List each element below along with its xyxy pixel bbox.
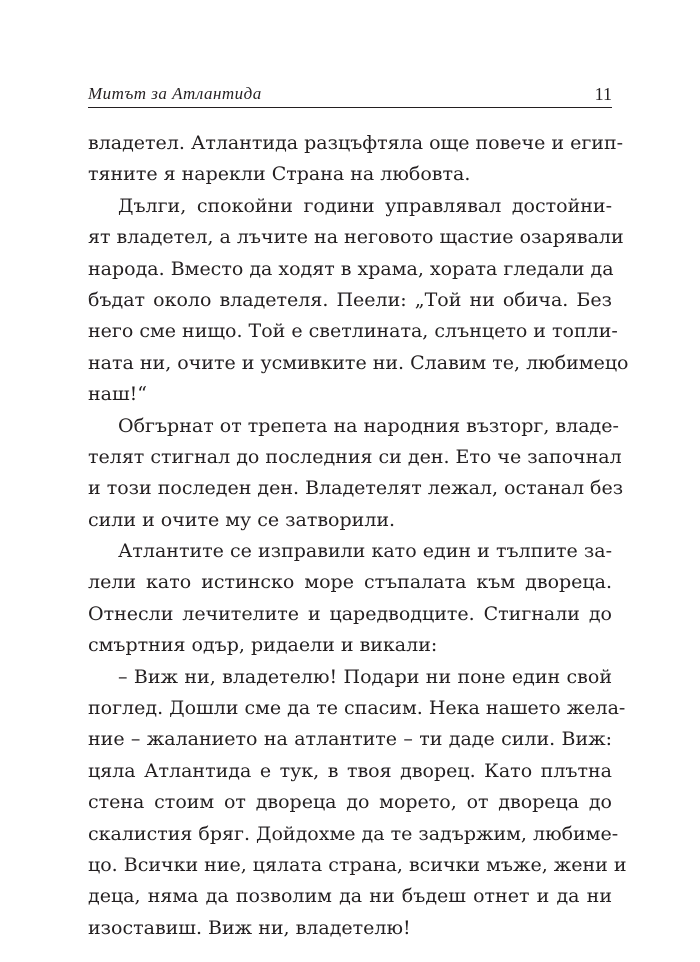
text-line: смъртния одър, ридаели и викали: xyxy=(88,634,438,657)
text-line: телят стигнал до последния си ден. Ето че започнал xyxy=(88,445,622,468)
text-line: наш!“ xyxy=(88,383,148,406)
text-line: цяла Атлантида е тук, в твоя дворец. Като плътна xyxy=(88,759,612,782)
text-line: владетел. Атлантида разцъфтяла още повече и егип- xyxy=(88,132,624,154)
running-header xyxy=(88,84,612,106)
page-number: 11 xyxy=(594,84,612,104)
text-line: народа. Вместо да ходят в храма, хората гледали да xyxy=(88,257,614,280)
text-line: тяните я нарекли Страна на любовта. xyxy=(88,163,471,186)
text-line: и този последен ден. Владетелят лежал, останал без xyxy=(88,477,624,500)
header-rule xyxy=(88,107,612,108)
text-line: Атлантите се изправили като един и тълпите за- xyxy=(118,540,612,563)
text-line: скалистия бряг. Дойдохме да те задържим, любиме- xyxy=(88,822,619,845)
text-line: изоставиш. Виж ни, владетелю! xyxy=(88,916,411,939)
text-line: Отнесли лечителите и царедводците. Стигнали до xyxy=(88,602,612,625)
text-line: ние – жаланието на атлантите – ти даде сили. Виж: xyxy=(88,728,612,751)
text-line: него сме нищо. Той е светлината, слънцето и топли- xyxy=(88,320,618,343)
text-line: сили и очите му се затворили. xyxy=(88,508,396,531)
text-line: бъдат около владетеля. Пеели: „Той ни обича. Без xyxy=(88,288,612,311)
text-line: ят владетел, а лъчите на неговото щастие озарявали xyxy=(88,226,624,249)
text-line: – Виж ни, владетелю! Подари ни поне един свой xyxy=(118,665,612,688)
text-line: лели като истинско море стъпалата към двореца. xyxy=(88,571,612,594)
text-line: стена стоим от двореца до морето, от двореца до xyxy=(88,791,612,814)
running-title: Митът за Атлантида xyxy=(88,84,262,103)
text-line: Обгърнат от трепета на народния възторг, владе- xyxy=(118,414,619,437)
text-line: цо. Всички ние, цялата страна, всички мъже, жени и xyxy=(88,853,627,876)
text-line: деца, няма да позволим да ни бъдеш отнет и да ни xyxy=(88,885,612,908)
body-text xyxy=(88,128,629,944)
text-line: Дълги, спокойни години управлявал достойни- xyxy=(118,194,612,217)
text-line: поглед. Дошли сме да те спасим. Нека нашето жела- xyxy=(88,697,626,720)
text-line: ната ни, очите и усмивките ни. Славим те, любимецо xyxy=(88,351,629,374)
